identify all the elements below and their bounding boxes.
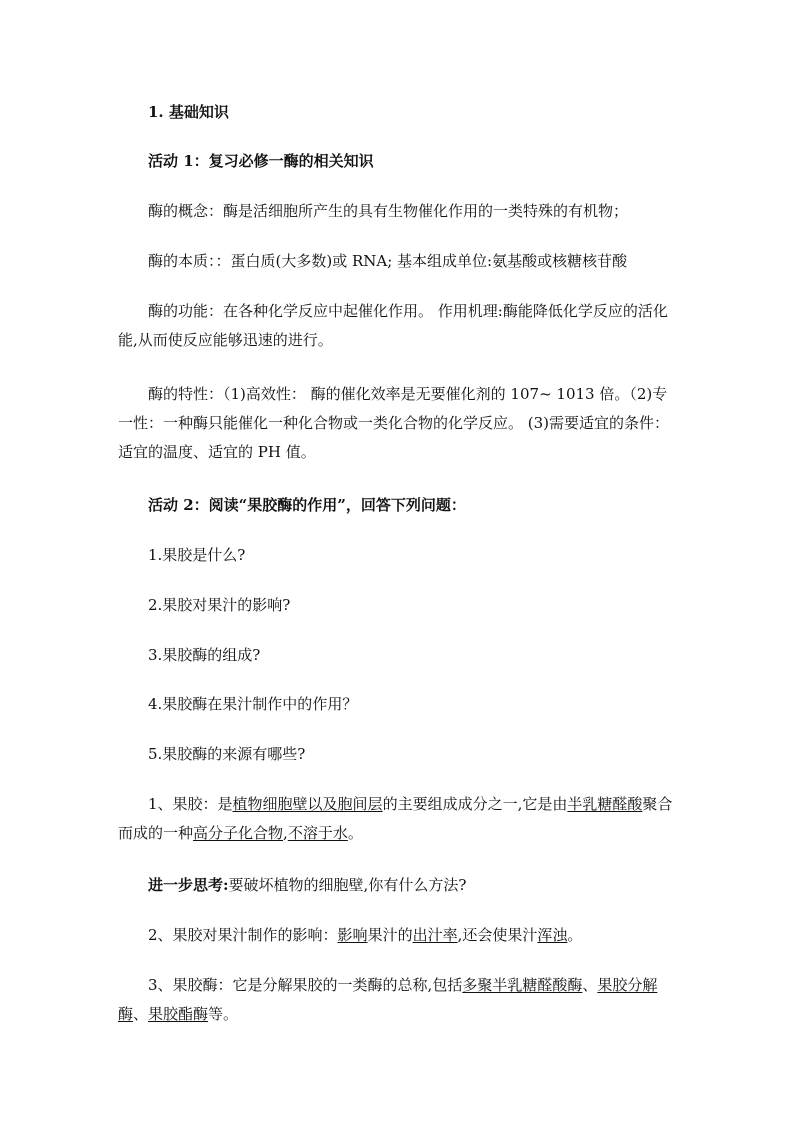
- answer3-underline-pectin-lyase: 果胶分解酶: [118, 976, 658, 1023]
- activity2-title: 活动 2：阅读“果胶酶的作用”，回答下列问题：: [148, 496, 466, 514]
- answer1-underline-insoluble: 不溶于水: [287, 824, 348, 842]
- answer-pectinase: [118, 971, 678, 1029]
- answer1-text-1: 1、果胶：是: [148, 795, 233, 813]
- answer2-underline-affect: 影响: [337, 926, 368, 944]
- further-thinking: [118, 871, 678, 900]
- answer2-text-3: ,还会使果汁: [457, 926, 538, 944]
- enzyme-properties: 酶的特性：（1)高效性： 酶的催化效率是无要催化剂的 107~ 1013 倍。（2)专一性：一种酶只能催化一种化合物或一类化合物的化学反应。 (3)需要适宜的条件：适宜的温度、适宜的 PH 值。: [118, 385, 670, 461]
- answer1-text-5: 。: [347, 824, 363, 842]
- enzyme-function: 酶的功能：在各种化学反应中起催化作用。 作用机理:酶能降低化学反应的活化能,从而使反应能够迅速的进行。: [118, 302, 668, 349]
- answer-pectin-effect: [118, 921, 678, 950]
- further-label: 进一步思考:: [148, 876, 229, 894]
- question-5: 5.果胶酶的来源有哪些?: [148, 745, 306, 763]
- question-4: 4.果胶酶在果汁制作中的作用？: [148, 695, 358, 713]
- enzyme-nature: 酶的本质：：蛋白质(大多数)或 RNA; 基本组成单位:氨基酸或核糖核苷酸: [148, 252, 628, 270]
- activity1-title: 活动 1：复习必修一酶的相关知识: [148, 152, 374, 170]
- answer3-text-4: 等。: [208, 1005, 239, 1023]
- further-text: 要破坏植物的细胞壁,你有什么方法?: [228, 876, 467, 894]
- answer-pectin-definition: [118, 790, 678, 848]
- answer2-text-4: 。: [567, 926, 583, 944]
- answer1-text-3: 聚合而成的一种: [118, 795, 673, 842]
- answer3-underline-polygalacturonase: 多聚半乳糖醛酸酶: [462, 976, 583, 994]
- answer2-text-1: 2、果胶对果汁制作的影响：: [148, 926, 338, 944]
- section-heading: 1. 基础知识: [148, 103, 229, 121]
- answer2-underline-turbid: 浑浊: [537, 926, 568, 944]
- answer1-text-2: 的主要组成成分之一,它是由: [382, 795, 568, 813]
- answer1-underline-galacturonic: 半乳糖醛酸: [567, 795, 643, 813]
- answer1-underline-cell-wall: 植物细胞壁以及胞间层: [232, 795, 383, 813]
- question-1: 1.果胶是什么?: [148, 546, 246, 564]
- answer3-text-3: 、: [133, 1005, 149, 1023]
- question-3: 3.果胶酶的组成?: [148, 646, 261, 664]
- answer3-underline-pectinesterase: 果胶酯酶: [148, 1005, 209, 1023]
- answer2-text-2: 果汁的: [367, 926, 413, 944]
- question-2: 2.果胶对果汁的影响?: [148, 596, 291, 614]
- answer3-text-2: 、: [582, 976, 598, 994]
- enzyme-concept: 酶的概念：酶是活细胞所产生的具有生物催化作用的一类特殊的有机物；: [148, 202, 629, 220]
- answer1-text-4: ,: [283, 824, 288, 842]
- answer2-underline-yield: 出汁率: [412, 926, 458, 944]
- answer1-underline-polymer: 高分子化合物: [193, 824, 284, 842]
- answer3-text-1: 3、果胶酶：它是分解果胶的一类酶的总称,包括: [148, 976, 463, 994]
